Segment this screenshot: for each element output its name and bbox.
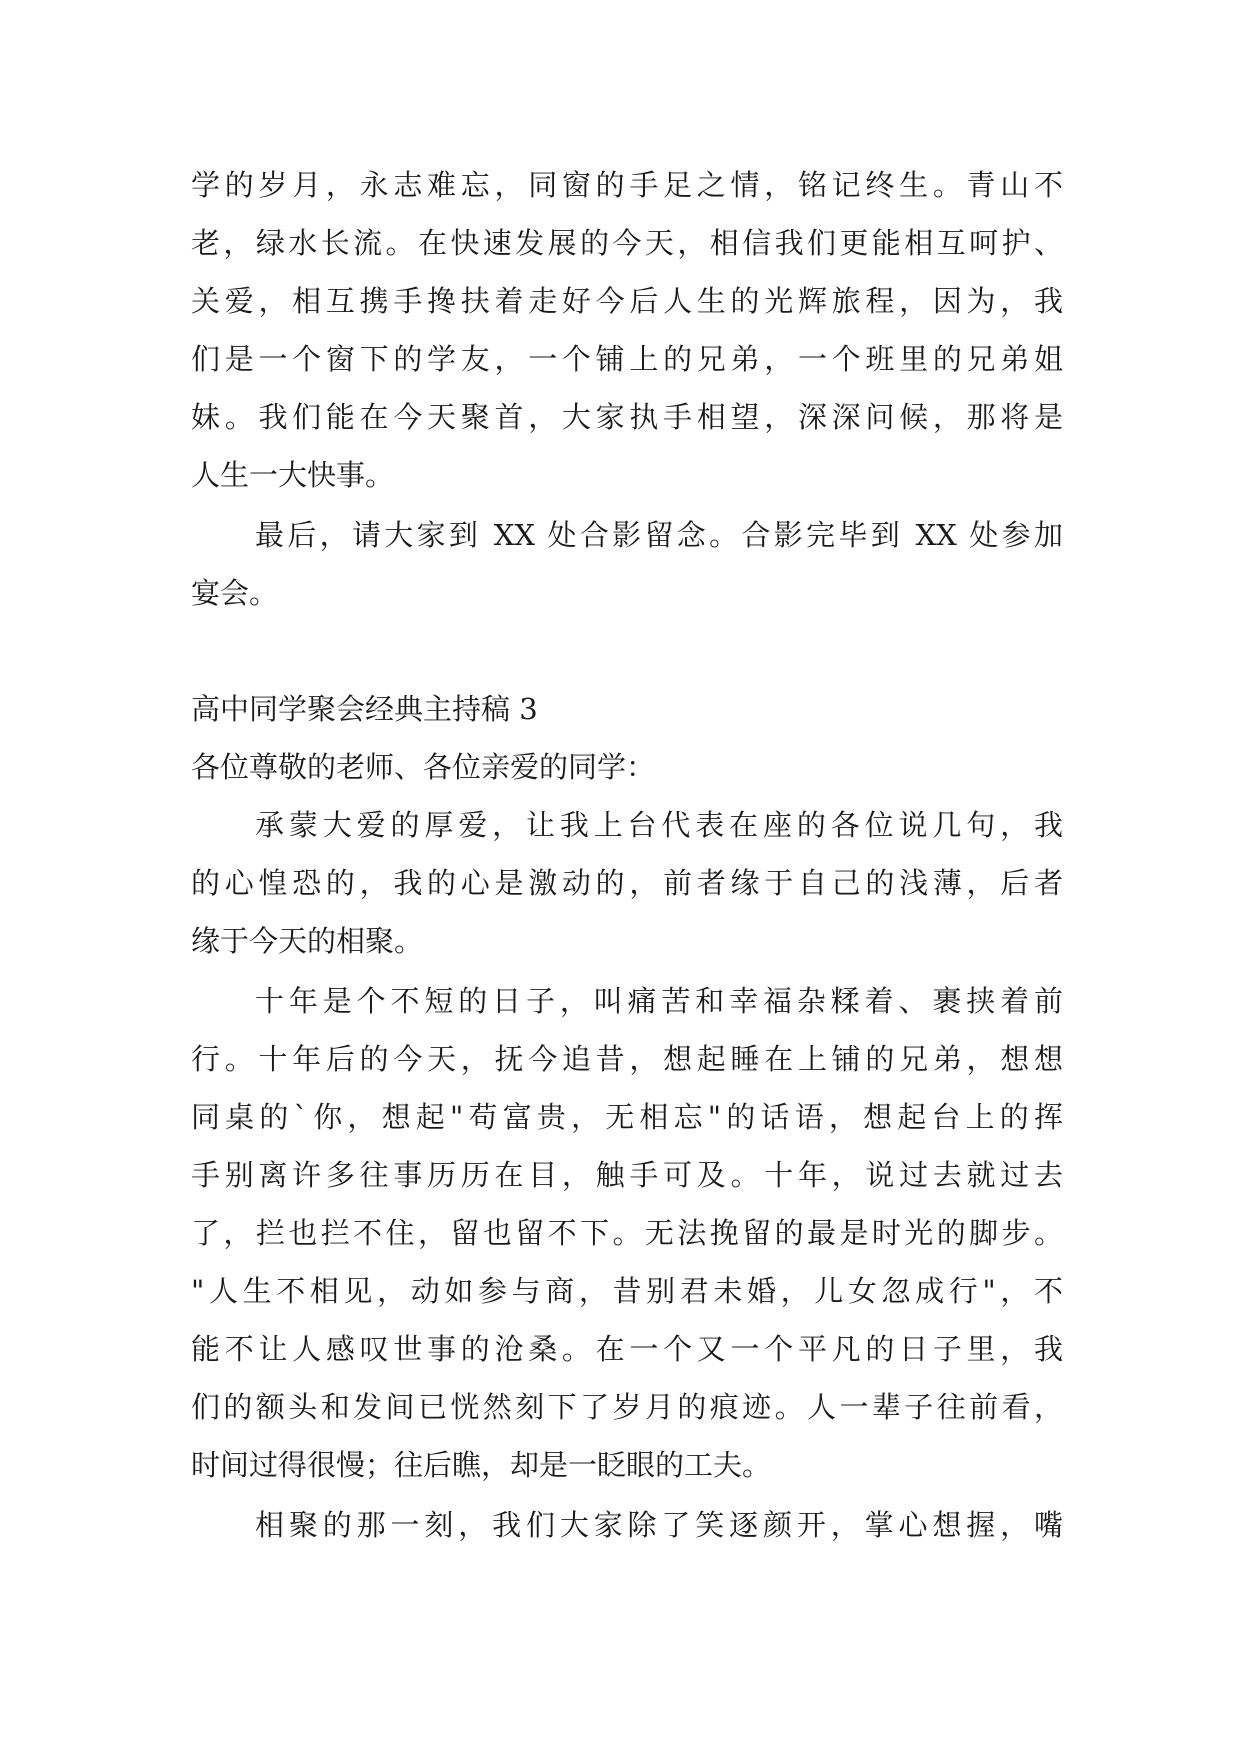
paragraph-line: 们是一个窗下的学友，一个铺上的兄弟，一个班里的兄弟姐 [191,342,1063,376]
paragraph-line: 了，拦也拦不住，留也留不下。无法挽留的最是时光的脚步。 [191,1216,1063,1250]
paragraph-line: 最后，请大家到 XX 处合影留念。合影完毕到 XX 处参加 [255,518,1063,552]
paragraph-line: 妹。我们能在今天聚首，大家执手相望，深深问候，那将是 [191,400,1063,434]
paragraph-line: 承蒙大爱的厚爱，让我上台代表在座的各位说几句，我 [255,808,1063,842]
paragraph-line: 老，绿水长流。在快速发展的今天，相信我们更能相互呵护、 [191,226,1063,260]
section-title: 高中同学聚会经典主持稿 3 [191,692,538,726]
paragraph-line: 们的额头和发间已恍然刻下了岁月的痕迹。人一辈子往前看， [191,1390,1063,1424]
paragraph-line: 关爱，相互携手搀扶着走好今后人生的光辉旅程，因为，我 [191,284,1063,318]
paragraph-line: "人生不相见，动如参与商，昔别君未婚，儿女忽成行"，不 [191,1274,1063,1308]
paragraph-line: 的心惶恐的，我的心是激动的，前者缘于自己的浅薄，后者 [191,866,1063,900]
paragraph-line: 手别离许多往事历历在目，触手可及。十年，说过去就过去 [191,1158,1063,1192]
paragraph-line: 行。十年后的今天，抚今追昔，想起睡在上铺的兄弟，想想 [191,1042,1063,1076]
paragraph-line: 十年是个不短的日子，叫痛苦和幸福杂糅着、裹挟着前 [255,984,1063,1018]
paragraph-line: 能不让人感叹世事的沧桑。在一个又一个平凡的日子里，我 [191,1332,1063,1366]
greeting: 各位尊敬的老师、各位亲爱的同学： [191,750,656,784]
paragraph-line: 时间过得很慢；往后瞧，却是一眨眼的工夫。 [191,1448,772,1482]
paragraph-line: 缘于今天的相聚。 [191,924,424,958]
paragraph-line: 人生一大快事。 [191,458,395,492]
paragraph-line: 宴会。 [191,576,279,610]
paragraph-line: 同桌的`你，想起"苟富贵，无相忘"的话语，想起台上的挥 [191,1100,1063,1134]
paragraph-line: 学的岁月，永志难忘，同窗的手足之情，铭记终生。青山不 [191,168,1063,202]
paragraph-line: 相聚的那一刻，我们大家除了笑逐颜开，掌心想握，嘴 [255,1508,1063,1542]
